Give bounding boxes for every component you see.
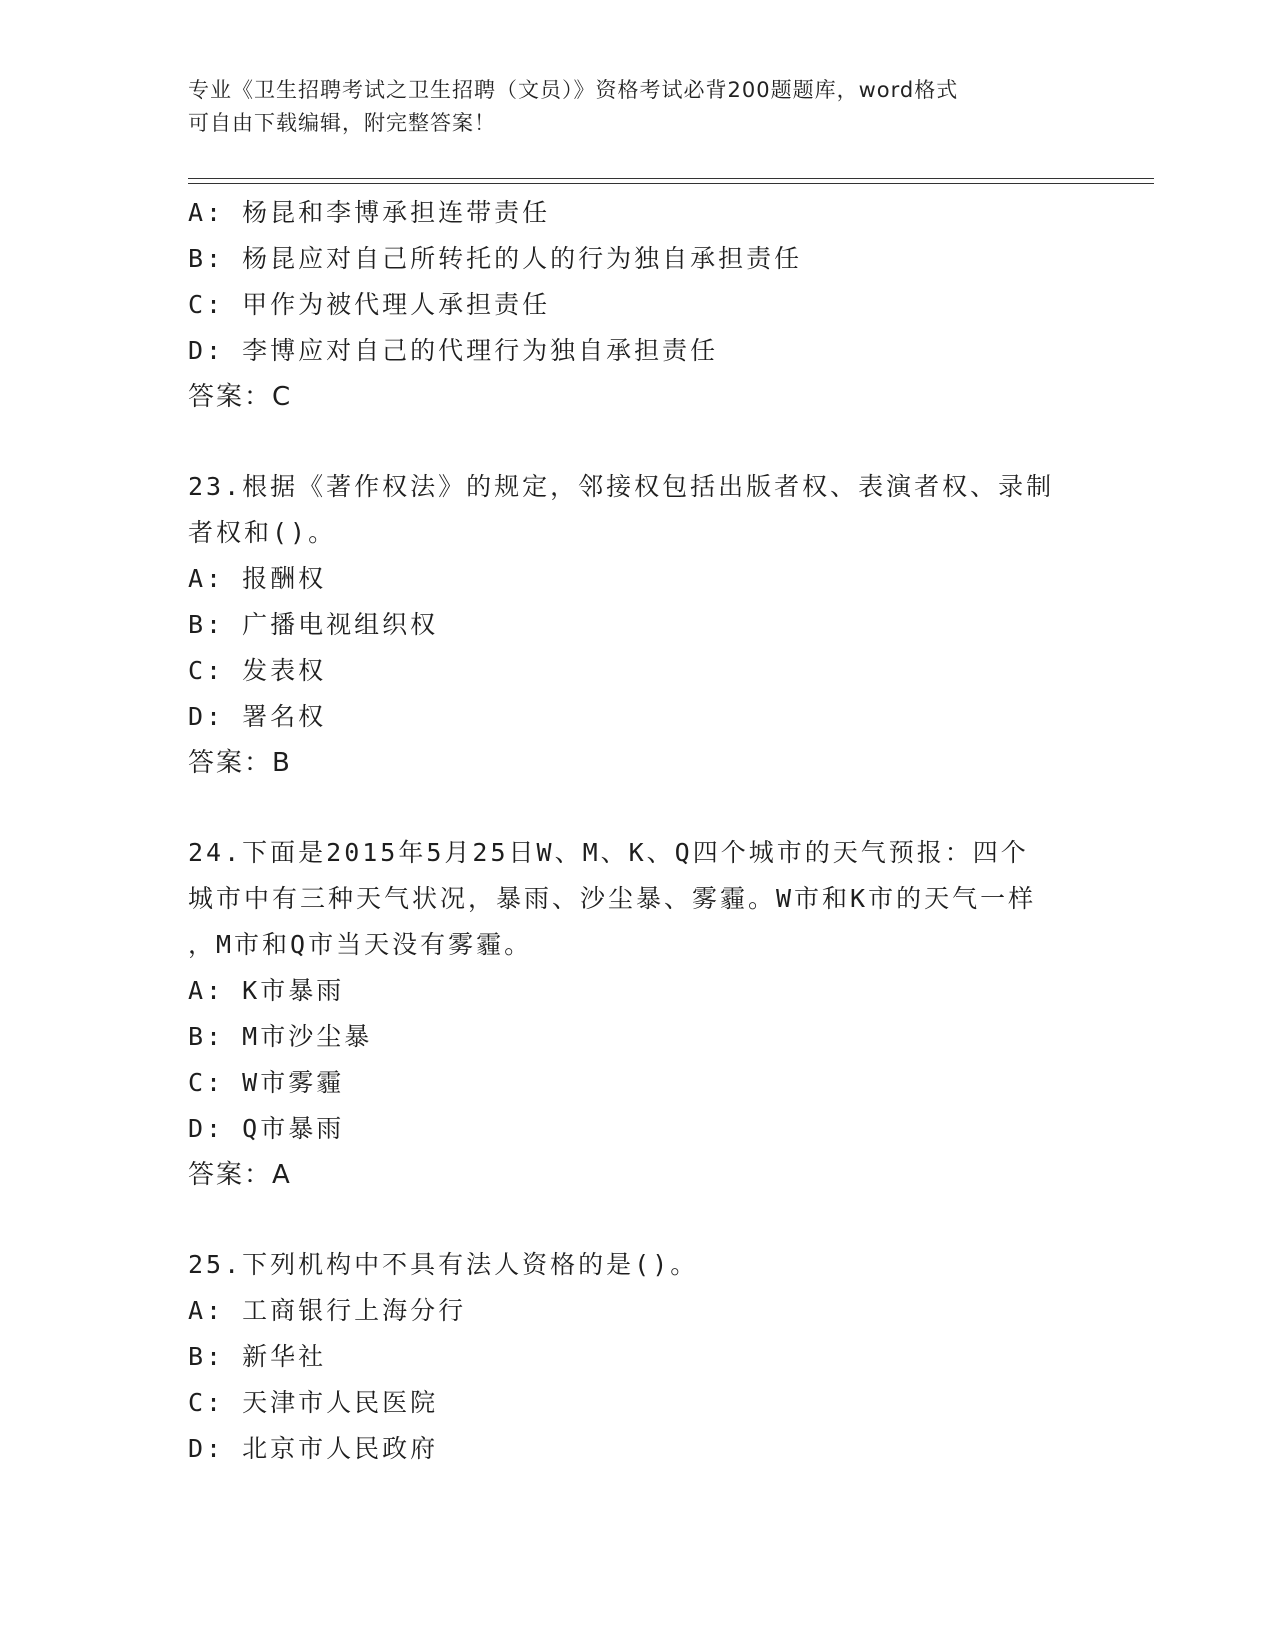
header-line-2: 可自由下载编辑，附完整答案！ (188, 111, 496, 135)
option-d: D: Q市暴雨 (188, 1114, 345, 1143)
option-b: B: M市沙尘暴 (188, 1022, 373, 1051)
question-stem-line: 者权和()。 (188, 518, 337, 547)
spacer (188, 786, 1088, 830)
question-stem-line: 24.下面是2015年5月25日W、M、K、Q四个城市的天气预报：四个 (188, 838, 1029, 867)
option-d: D: 署名权 (188, 702, 327, 731)
question-24 (188, 830, 1088, 1198)
option-d: D: 北京市人民政府 (188, 1434, 439, 1463)
option-b: B: 新华社 (188, 1342, 327, 1371)
answer-line: 答案：B (188, 748, 292, 778)
header-line-1: 专业《卫生招聘考试之卫生招聘（文员）》资格考试必背200题题库，word格式 (188, 78, 959, 102)
question-23 (188, 464, 1088, 786)
answer-line: 答案：A (188, 1160, 292, 1190)
answer-line: 答案：C (188, 382, 293, 412)
question-22 (188, 190, 1088, 420)
option-c: C: 发表权 (188, 656, 327, 685)
question-25 (188, 1242, 1088, 1472)
option-c: C: 天津市人民医院 (188, 1388, 439, 1417)
question-stem-line: ，M市和Q市当天没有雾霾。 (188, 930, 533, 959)
option-b: B: 杨昆应对自己所转托的人的行为独自承担责任 (188, 244, 803, 273)
option-c: C: 甲作为被代理人承担责任 (188, 290, 551, 319)
spacer (188, 1198, 1088, 1242)
option-b: B: 广播电视组织权 (188, 610, 439, 639)
document-header (188, 74, 1088, 140)
spacer (188, 420, 1088, 464)
option-a: A: K市暴雨 (188, 976, 345, 1005)
option-a: A: 报酬权 (188, 564, 327, 593)
question-stem-line: 城市中有三种天气状况，暴雨、沙尘暴、雾霾。W市和K市的天气一样 (188, 884, 1037, 913)
question-stem-line: 23.根据《著作权法》的规定，邻接权包括出版者权、表演者权、录制 (188, 472, 1055, 501)
header-divider-bottom (188, 183, 1154, 184)
option-a: A: 工商银行上海分行 (188, 1296, 467, 1325)
header-divider-top (188, 178, 1154, 179)
question-stem-line: 25.下列机构中不具有法人资格的是()。 (188, 1250, 699, 1279)
option-d: D: 李博应对自己的代理行为独自承担责任 (188, 336, 719, 365)
option-c: C: W市雾霾 (188, 1068, 345, 1097)
question-list (188, 190, 1088, 1472)
option-a: A: 杨昆和李博承担连带责任 (188, 198, 551, 227)
